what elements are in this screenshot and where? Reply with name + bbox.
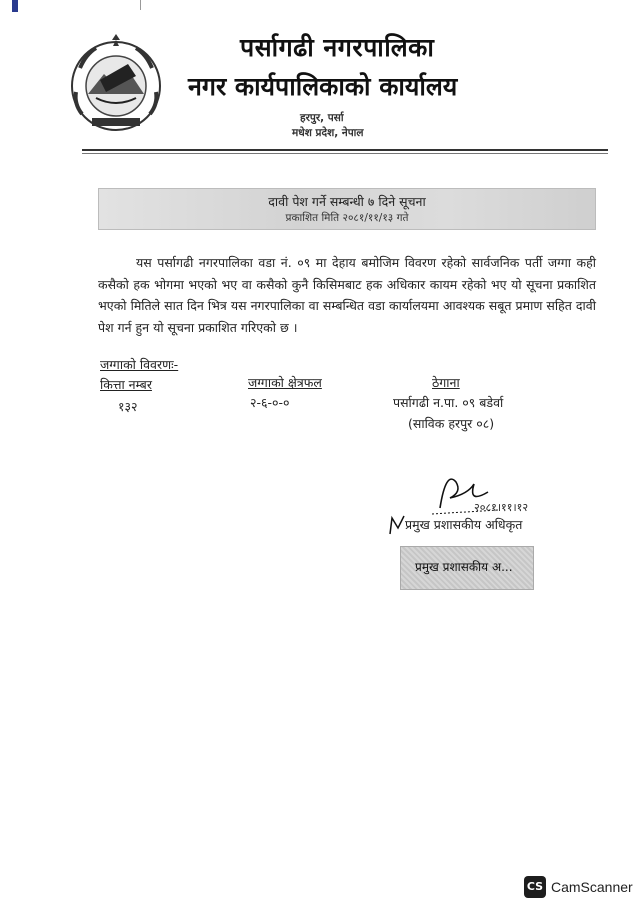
column-address: ठेगाना xyxy=(432,375,460,390)
edge-line xyxy=(140,0,141,10)
signature-date: २०८१।११।१२ xyxy=(474,501,529,514)
published-date: प्रकाशित मिति २०८१/११/१३ गते xyxy=(285,212,409,224)
land-details-heading: जग्गाको विवरणः- xyxy=(100,357,179,372)
stamp-text: प्रमुख प्रशासकीय अ... xyxy=(415,560,513,574)
office-subtitle: नगर कार्यपालिकाको कार्यालय xyxy=(188,72,458,101)
address-value: पर्सागढी न.पा. ०९ बडेर्वा xyxy=(393,395,504,410)
nepal-emblem-icon xyxy=(66,34,166,134)
edge-mark xyxy=(12,0,18,12)
column-kitta: कित्ता नम्बर xyxy=(100,377,152,392)
header-divider xyxy=(82,149,608,151)
kitta-value: १३२ xyxy=(118,399,138,414)
notice-body: यस पर्सागढी नगरपालिका वडा नं. ०९ मा देहाय बमोजिम विवरण रहेको सार्वजनिक पर्ती जग्गा कही कसैको हक भोगमा भएको भए वा कसैको कुनै किसिमबाट हक अधिकार कायम रहेको भए यो सूचना प्रकाशित भएको मितिले सात दिन भित्र यस नगरपालिका वा सम्बन्धित वडा कार्यालयमा आवश्यक सबूत प्रमाण सहित दावी पेश गर्न हुन यो सूचना प्रकाशित गरिएको छ । xyxy=(98,255,596,335)
notice-heading-box xyxy=(98,188,596,230)
official-stamp xyxy=(400,546,534,590)
header-divider-thin xyxy=(82,153,608,154)
area-value: २-६-०-० xyxy=(250,395,290,410)
notice-title: दावी पेश गर्ने सम्बन्धी ७ दिने सूचना xyxy=(268,194,426,209)
signatory-designation: प्रमुख प्रशासकीय अधिकृत xyxy=(405,517,523,532)
address-stamp-line1: हरपुर, पर्सा xyxy=(300,112,344,124)
signature-check-mark xyxy=(388,514,406,536)
column-area: जग्गाको क्षेत्रफल xyxy=(248,375,322,390)
camscanner-watermark: CamScanner xyxy=(551,879,633,895)
address-note: (साविक हरपुर ०८) xyxy=(408,416,495,431)
camscanner-logo: CS xyxy=(524,876,546,898)
address-stamp-line2: मधेश प्रदेश, नेपाल xyxy=(292,127,364,139)
office-title: पर्सागढी नगरपालिका xyxy=(240,33,435,62)
